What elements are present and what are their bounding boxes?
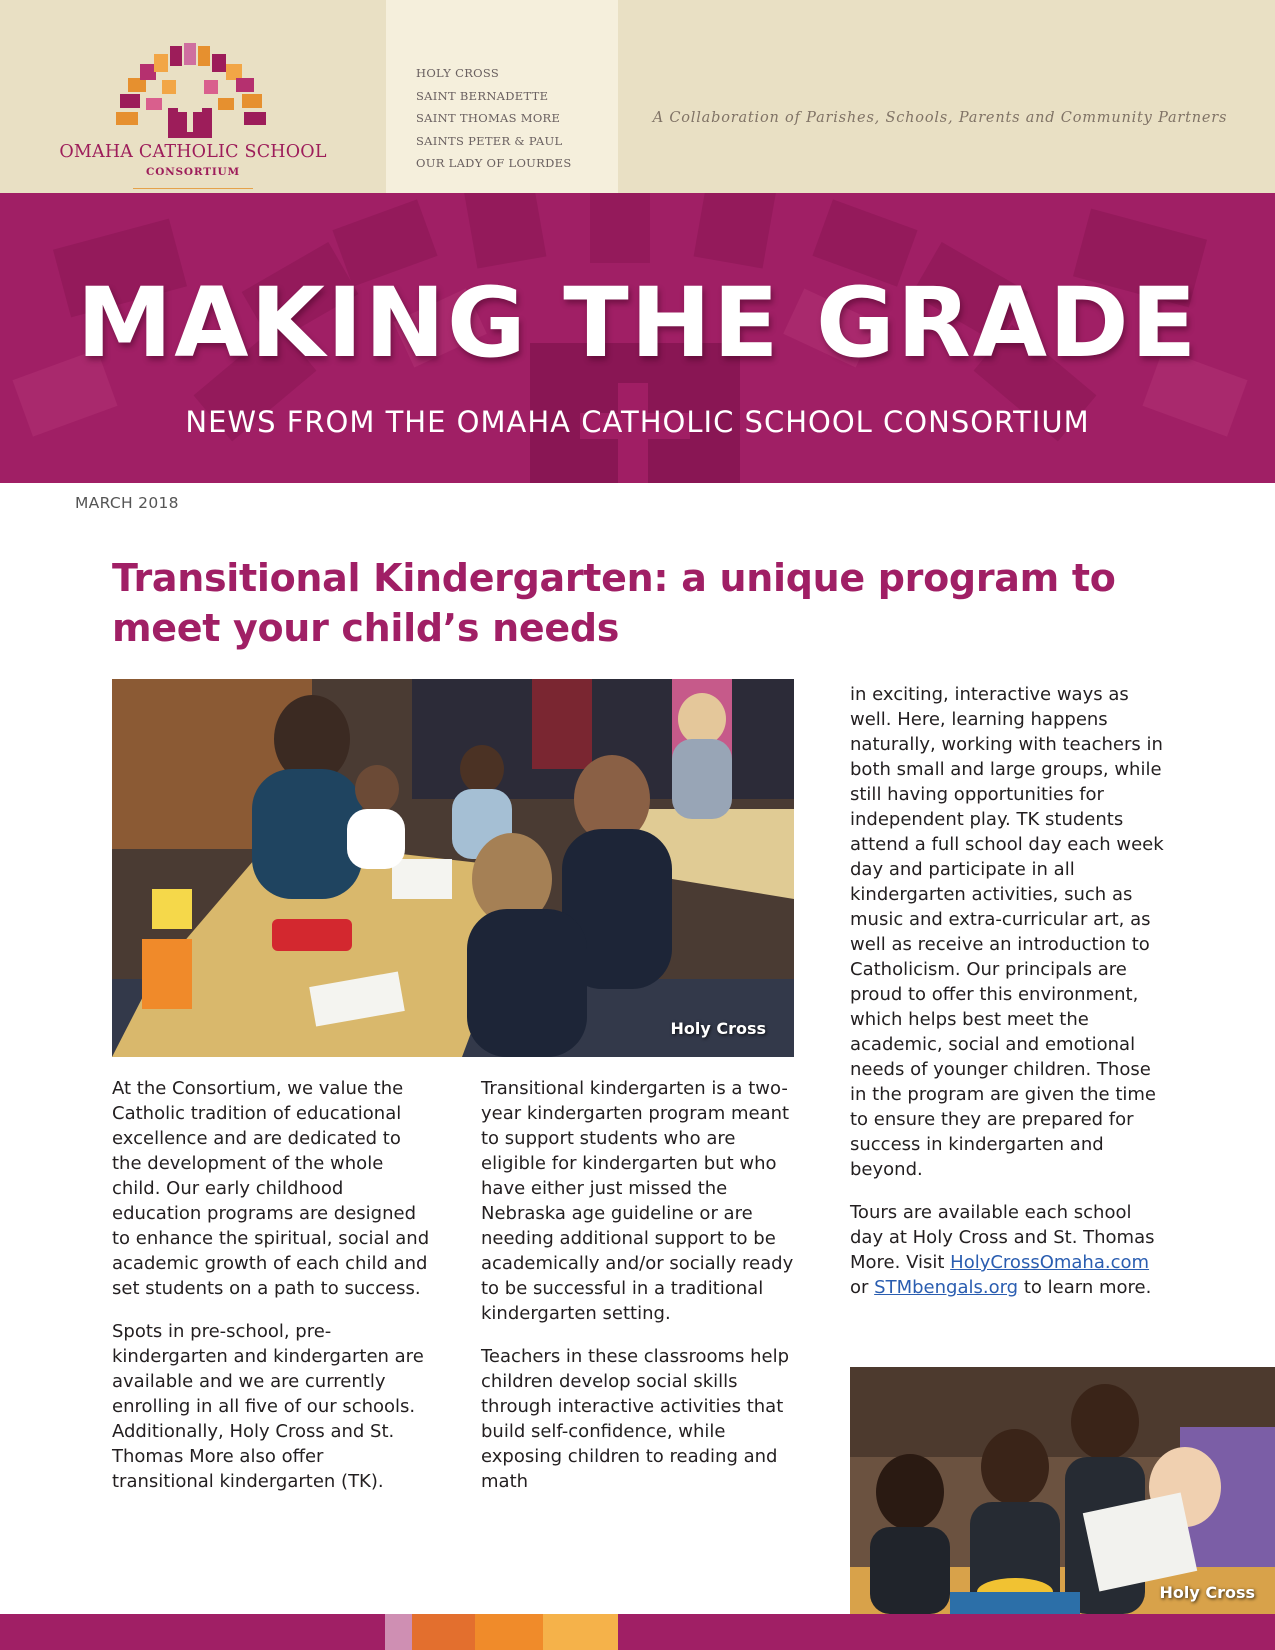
article-column-2 bbox=[481, 1076, 799, 1512]
tours-text: Tours are available each school day at Holy Cross and St. Thomas More. Visit bbox=[850, 1202, 1155, 1273]
issue-date: MARCH 2018 bbox=[75, 494, 179, 512]
logo-title: OMAHA CATHOLIC SCHOOL bbox=[59, 142, 327, 162]
footer-swatch bbox=[412, 1614, 475, 1650]
stmbengals-link[interactable]: STMbengals.org bbox=[874, 1277, 1019, 1298]
parish-item: SAINTS PETER & PAUL bbox=[416, 133, 563, 148]
article-headline bbox=[112, 553, 1192, 653]
holycross-link[interactable]: HolyCrossOmaha.com bbox=[950, 1252, 1150, 1273]
sunburst-cross-icon bbox=[100, 38, 290, 143]
paragraph: At the Consortium, we value the Catholic tradition of educational excellence and are dedicated to the development of the whole child. Our early childhood education programs are designed to enhance the spiritual, social and academic growth of each child and set students on a path to success. bbox=[112, 1078, 430, 1299]
newsletter-title: MAKING THE GRADE bbox=[76, 267, 1199, 379]
parish-list bbox=[416, 62, 572, 175]
footer-swatch bbox=[475, 1614, 543, 1650]
tagline: A Collaboration of Parishes, Schools, Parents and Community Partners bbox=[652, 110, 1228, 126]
parish-item: SAINT THOMAS MORE bbox=[416, 111, 561, 126]
classroom-photo bbox=[112, 679, 794, 1057]
parish-item: OUR LADY OF LOURDES bbox=[416, 156, 572, 171]
headline-line: meet your child’s needs bbox=[112, 606, 620, 650]
paragraph: in exciting, interactive ways as well. Here, learning happens naturally, working with teachers in both small and large groups, while still having opportunities for independent play. TK students attend a full school day each week day and participate in all kindergarten activities, such as music and extra-curricular art, as well as receive an introduction to Catholicism. Our principals are proud to offer this environment, which helps best meet the academic, social and emotional needs of younger children. Those in the program are given the time to ensure they are prepared for success in kindergarten and beyond. bbox=[850, 684, 1164, 1180]
students-photo bbox=[850, 1367, 1275, 1614]
logo-divider bbox=[133, 188, 253, 189]
consortium-logo[interactable] bbox=[50, 38, 330, 198]
paragraph: Spots in pre-school, pre-kindergarten and kindergarten are available and we are currently enrolling in all five of our schools. Additionally, Holy Cross and St. Thomas More also offer transitional kindergarten (TK). bbox=[112, 1321, 424, 1492]
learn-more-text: to learn more. bbox=[1023, 1277, 1152, 1298]
paragraph bbox=[850, 1200, 1168, 1300]
photo-caption: Holy Cross bbox=[670, 1019, 766, 1038]
logo-subtitle: CONSORTIUM bbox=[146, 166, 240, 178]
footer-swatch bbox=[385, 1614, 412, 1650]
newsletter-subtitle: NEWS FROM THE OMAHA CATHOLIC SCHOOL CONSORTIUM bbox=[185, 405, 1090, 439]
headline-line: Transitional Kindergarten: a unique program to bbox=[112, 556, 1116, 600]
parish-item: HOLY CROSS bbox=[416, 66, 500, 80]
footer-swatch bbox=[543, 1614, 618, 1650]
classroom-photo-illustration bbox=[112, 679, 794, 1057]
article-column-3 bbox=[850, 682, 1168, 1318]
paragraph: Teachers in these classrooms help children develop social skills through interactive activities that build self-confidence, while exposing children to reading and math bbox=[481, 1346, 790, 1492]
article-column-1 bbox=[112, 1076, 430, 1512]
paragraph: Transitional kindergarten is a two-year kindergarten program meant to support students who are eligible for kindergarten but who have either just missed the Nebraska age guideline or are needing additional support to be academically and/or socially ready to be successful in a traditional kindergarten setting. bbox=[481, 1078, 794, 1324]
parish-item: SAINT BERNADETTE bbox=[416, 88, 549, 103]
footer-band bbox=[0, 1614, 1275, 1650]
students-photo-illustration bbox=[850, 1367, 1275, 1614]
or-text: or bbox=[850, 1277, 869, 1298]
masthead bbox=[0, 193, 1275, 483]
photo-caption: Holy Cross bbox=[1159, 1583, 1255, 1602]
